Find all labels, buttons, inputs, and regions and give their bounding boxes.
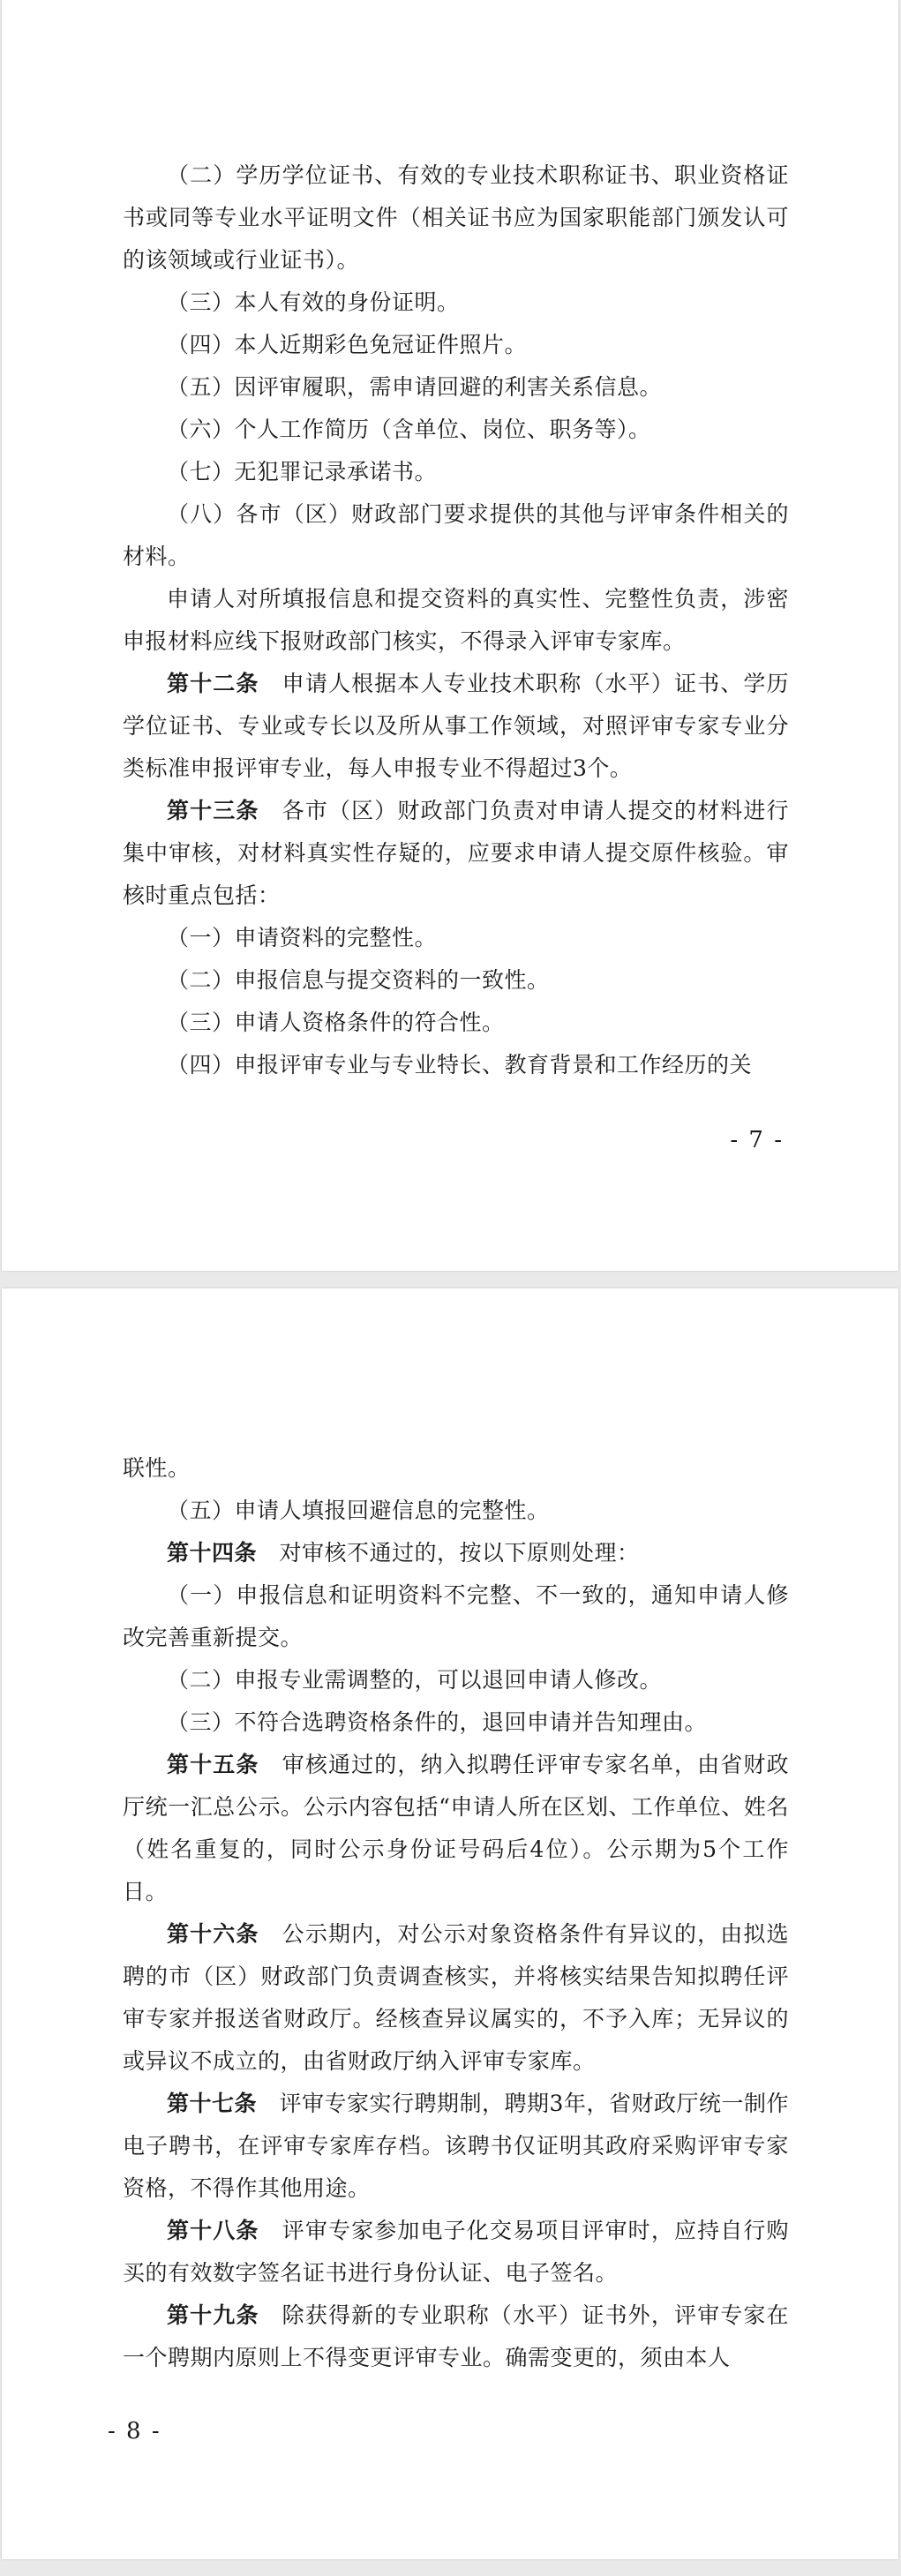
paragraph: [123, 154, 789, 282]
paragraph: [123, 451, 789, 493]
paragraph-text: 审核通过的，纳入拟聘任评审专家名单，由省财政厅统一汇总公示。公示内容包括“申请人所在区划、工作单位、姓名（姓名重复的，同时公示身份证号码后4位）。公示期为5个工作日。: [123, 1752, 789, 1904]
article-12: [123, 663, 789, 790]
paragraph-text: 申请人对所填报信息和提交资料的真实性、完整性负责，涉密申报材料应线下报财政部门核实，不得录入评审专家库。: [123, 586, 789, 654]
paragraph-text: （六）个人工作简历（含单位、岗位、职务等）。: [167, 417, 651, 442]
paragraph-text: 申请人根据本人专业技术职称（水平）证书、学历学位证书、专业或专长以及所从事工作领域，对照评审专家专业分类标准申报评审专业，每人申报专业不得超过3个。: [123, 671, 789, 781]
paragraph-text: 联性。: [123, 1455, 191, 1481]
paragraph-text: （四）申报评审专业与专业特长、教育背景和工作经历的关: [167, 1052, 753, 1078]
paragraph-text: 评审专家参加电子化交易项目评审时，应持自行购买的有效数字签名证书进行身份认证、电子签名。: [123, 2218, 789, 2286]
article-18: [123, 2210, 789, 2294]
article-heading: 第十八条: [167, 2218, 259, 2243]
paragraph-text: 对审核不通过的，按以下原则处理：: [257, 1540, 640, 1566]
paragraph: [123, 366, 789, 409]
paragraph: [123, 1701, 789, 1744]
article-heading: 第十七条: [167, 2091, 258, 2116]
paragraph-text: （七）无犯罪记录承诺书。: [167, 459, 438, 484]
paragraph: [123, 282, 789, 324]
paragraph: [123, 917, 789, 959]
page-number: - 8 -: [108, 2418, 161, 2445]
page-body: [123, 154, 789, 1086]
paragraph: [123, 959, 789, 1002]
paragraph: [123, 1044, 789, 1086]
paragraph-text: 公示期内，对公示对象资格条件有异议的，由拟选聘的市（区）财政部门负责调查核实，并将核实结果告知拟聘任评审专家并报送省财政厅。经核查异议属实的，不予入库；无异议的或异议不成立的，由省财政厅纳入评审专家库。: [123, 1921, 789, 2074]
page-number: - 7 -: [730, 1127, 784, 1153]
paragraph: [123, 409, 789, 451]
paragraph-text: （一）申请资料的完整性。: [167, 925, 438, 950]
paragraph-text: （三）申请人资格条件的符合性。: [167, 1010, 505, 1035]
paragraph-text: 评审专家实行聘期制，聘期3年，省财政厅统一制作电子聘书，在评审专家库存档。该聘书仅证明其政府采购评审专家资格，不得作其他用途。: [123, 2091, 789, 2201]
paragraph: [123, 1490, 789, 1532]
article-15: [123, 1744, 789, 1913]
article-14: [123, 1532, 789, 1574]
paragraph-text: （二）申报专业需调整的，可以退回申请人修改。: [167, 1667, 663, 1693]
paragraph-text: （五）申请人填报回避信息的完整性。: [167, 1498, 550, 1523]
paragraph-text: 除获得新的专业职称（水平）证书外，评审专家在一个聘期内原则上不得变更评审专业。确需变更的，须由本人: [123, 2302, 789, 2370]
paragraph-text: （三）本人有效的身份证明。: [167, 289, 460, 315]
paragraph-text: 各市（区）财政部门负责对申请人提交的材料进行集中审核，对材料真实性存疑的，应要求申请人提交原件核验。审核时重点包括：: [123, 798, 789, 908]
document-page-8: [2, 1288, 898, 2559]
article-heading: 第十四条: [167, 1540, 258, 1566]
paragraph: [123, 578, 789, 663]
article-13: [123, 790, 789, 917]
article-heading: 第十九条: [167, 2302, 259, 2328]
paragraph: [123, 324, 789, 366]
paragraph-text: （二）学历学位证书、有效的专业技术职称证书、职业资格证书或同等专业水平证明文件（相关证书应为国家职能部门颁发认可的该领域或行业证书）。: [123, 162, 789, 273]
paragraph: [123, 1447, 789, 1490]
paragraph: [123, 1574, 789, 1659]
article-17: [123, 2083, 789, 2210]
article-heading: 第十五条: [167, 1752, 259, 1777]
paragraph-text: （四）本人近期彩色免冠证件照片。: [167, 332, 528, 357]
paragraph-text: （五）因评审履职，需申请回避的利害关系信息。: [167, 374, 663, 400]
paragraph-text: （三）不符合选聘资格条件的，退回申请并告知理由。: [167, 1709, 708, 1735]
paragraph-text: （一）申报信息和证明资料不完整、不一致的，通知申请人修改完善重新提交。: [123, 1582, 789, 1650]
page-body: [123, 1447, 789, 2379]
article-19: [123, 2294, 789, 2379]
article-heading: 第十二条: [167, 671, 259, 696]
paragraph: [123, 1659, 789, 1701]
article-heading: 第十六条: [167, 1921, 259, 1947]
document-page-7: [2, 0, 898, 1271]
paragraph-text: （二）申报信息与提交资料的一致性。: [167, 967, 550, 993]
paragraph: [123, 1002, 789, 1044]
article-16: [123, 1913, 789, 2083]
paragraph: [123, 493, 789, 578]
article-heading: 第十三条: [167, 798, 259, 823]
paragraph-text: （八）各市（区）财政部门要求提供的其他与评审条件相关的材料。: [123, 501, 789, 569]
